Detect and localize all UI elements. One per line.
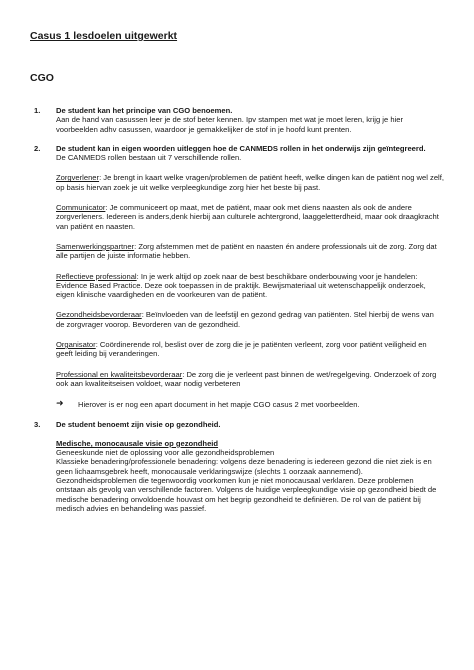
- item-lines: [56, 448, 444, 513]
- role-label: Samenwerkingspartner: [56, 241, 135, 251]
- role-text: : Zorg afstemmen met de patiënt en naasten én andere professionals uit de zorg. Zorg dat alle partijen de juiste informatie hebben.: [56, 241, 437, 261]
- note-text: Hierover is er nog een apart document in het mapje CGO casus 2 met voorbeelden.: [78, 400, 360, 410]
- role-label: Professional en kwaliteitsbevorderaar: [56, 369, 183, 379]
- section-heading: CGO: [30, 72, 54, 84]
- role-paragraph: [56, 340, 444, 359]
- role-text: : In je werk altijd op zoek naar de best beschikbare onderbouwing voor je handelen: Evidence Based Practice. Deze ook toepassen in de praktijk. Bewijsmateriaal uit wetenschappelijk onderzoek, eigen klinische vaardigheden en de voorkeuren van de patiënt.: [56, 271, 426, 300]
- learning-goals-list: [34, 106, 444, 513]
- role-paragraph: [56, 203, 444, 231]
- role-text: : Coördinerende rol, beslist over de zorg die je je patiënten verleent, zorg voor patiënt veiligheid en geeft leiding bij veranderingen.: [56, 340, 427, 359]
- item-intro: De CANMEDS rollen bestaan uit 7 verschillende rollen.: [56, 153, 242, 163]
- role-label: Reflectieve professional: [56, 271, 137, 281]
- item-heading: De student kan in eigen woorden uitleggen hoe de CANMEDS rollen in het onderwijs zijn geïntegreerd.: [56, 143, 426, 153]
- role-paragraph: [56, 370, 444, 389]
- role-label: Gezondheidsbevorderaar: [56, 310, 142, 320]
- role-paragraph: [56, 272, 444, 300]
- item-heading: De student benoemt zijn visie op gezondheid.: [56, 419, 221, 429]
- role-label: Organisator: [56, 340, 96, 350]
- role-text: : Je brengt in kaart welke vragen/problemen de patiënt heeft, welke dingen kan de patiënt nog wel zelf, op basis hiervan zoek je uit welke verpleegkundige zorg hier het beste bij past.: [56, 173, 444, 192]
- role-text: : De zorg die je verleent past binnen de wet/regelgeving. Onderzoek of zorg ook aan kwaliteitseisen voldoet, waar nodig verbeteren: [56, 369, 437, 388]
- role-label: Zorgverlener: [56, 173, 100, 183]
- text-line: Geneeskunde niet de oplossing voor alle gezondheidsproblemen: [56, 448, 275, 458]
- list-item: [34, 106, 444, 134]
- item-number: 3.: [34, 419, 41, 429]
- role-paragraph: [56, 310, 444, 329]
- role-label: Communicator: [56, 203, 106, 213]
- item-number: 2.: [34, 143, 41, 153]
- note-line: [56, 400, 444, 409]
- list-item: [34, 420, 444, 514]
- item-heading: De student kan het principe van CGO benoemen.: [56, 106, 233, 115]
- document-title: Casus 1 lesdoelen uitgewerkt: [30, 30, 178, 42]
- text-line: Klassieke benadering/professionele benadering: volgens deze benadering is iedereen gezond die niet ziek is en geen lichaamsgebrek heeft, monocausale verklaringswijze (slechts 1 oorzaak aannemend).: [56, 457, 432, 476]
- item-number: 1.: [34, 106, 41, 115]
- role-text: : Je communiceert op maat, met de patiënt, maar ook met diens naasten als ook de andere zorgverleners. Iedereen is anders,denk hierbij aan culturele achtergrond, laaggeletterdheid, maar ook draagkracht van patiënt en naasten.: [56, 203, 439, 231]
- role-text: : Beïnvloeden van de leefstijl en gezond gedrag van patiënten. Stel hierbij de wens van de zorgvrager voorop. Bevorderen van de gezondheid.: [56, 310, 434, 329]
- role-paragraph: [56, 173, 444, 192]
- role-paragraph: [56, 242, 444, 261]
- arrow-right-icon: ➜: [56, 398, 64, 409]
- text-line: Gezondheidsproblemen die tegenwoordig voorkomen kun je niet monocausaal verklaren. Deze problemen ontstaan als gevolg van verschillende factoren. Volgens de huidige verpleegkundige visie op gezondheid biedt de medische benadering onvoldoende houvast om het begrip gezondheid te definiëren. De rol van de patiënt bij medisch advies en behandeling was passief.: [56, 476, 437, 513]
- item-text: Aan de hand van casussen leer je de stof beter kennen. Ipv stampen met wat je moet leren, krijg je hier voorbeelden adhv casussen, waardoor je gemakkelijker de stof in je hoofd kunt prenten.: [56, 115, 403, 134]
- document-body: [34, 106, 444, 523]
- list-item: [34, 144, 444, 410]
- item-subheading: Medische, monocausale visie op gezondheid: [56, 438, 219, 448]
